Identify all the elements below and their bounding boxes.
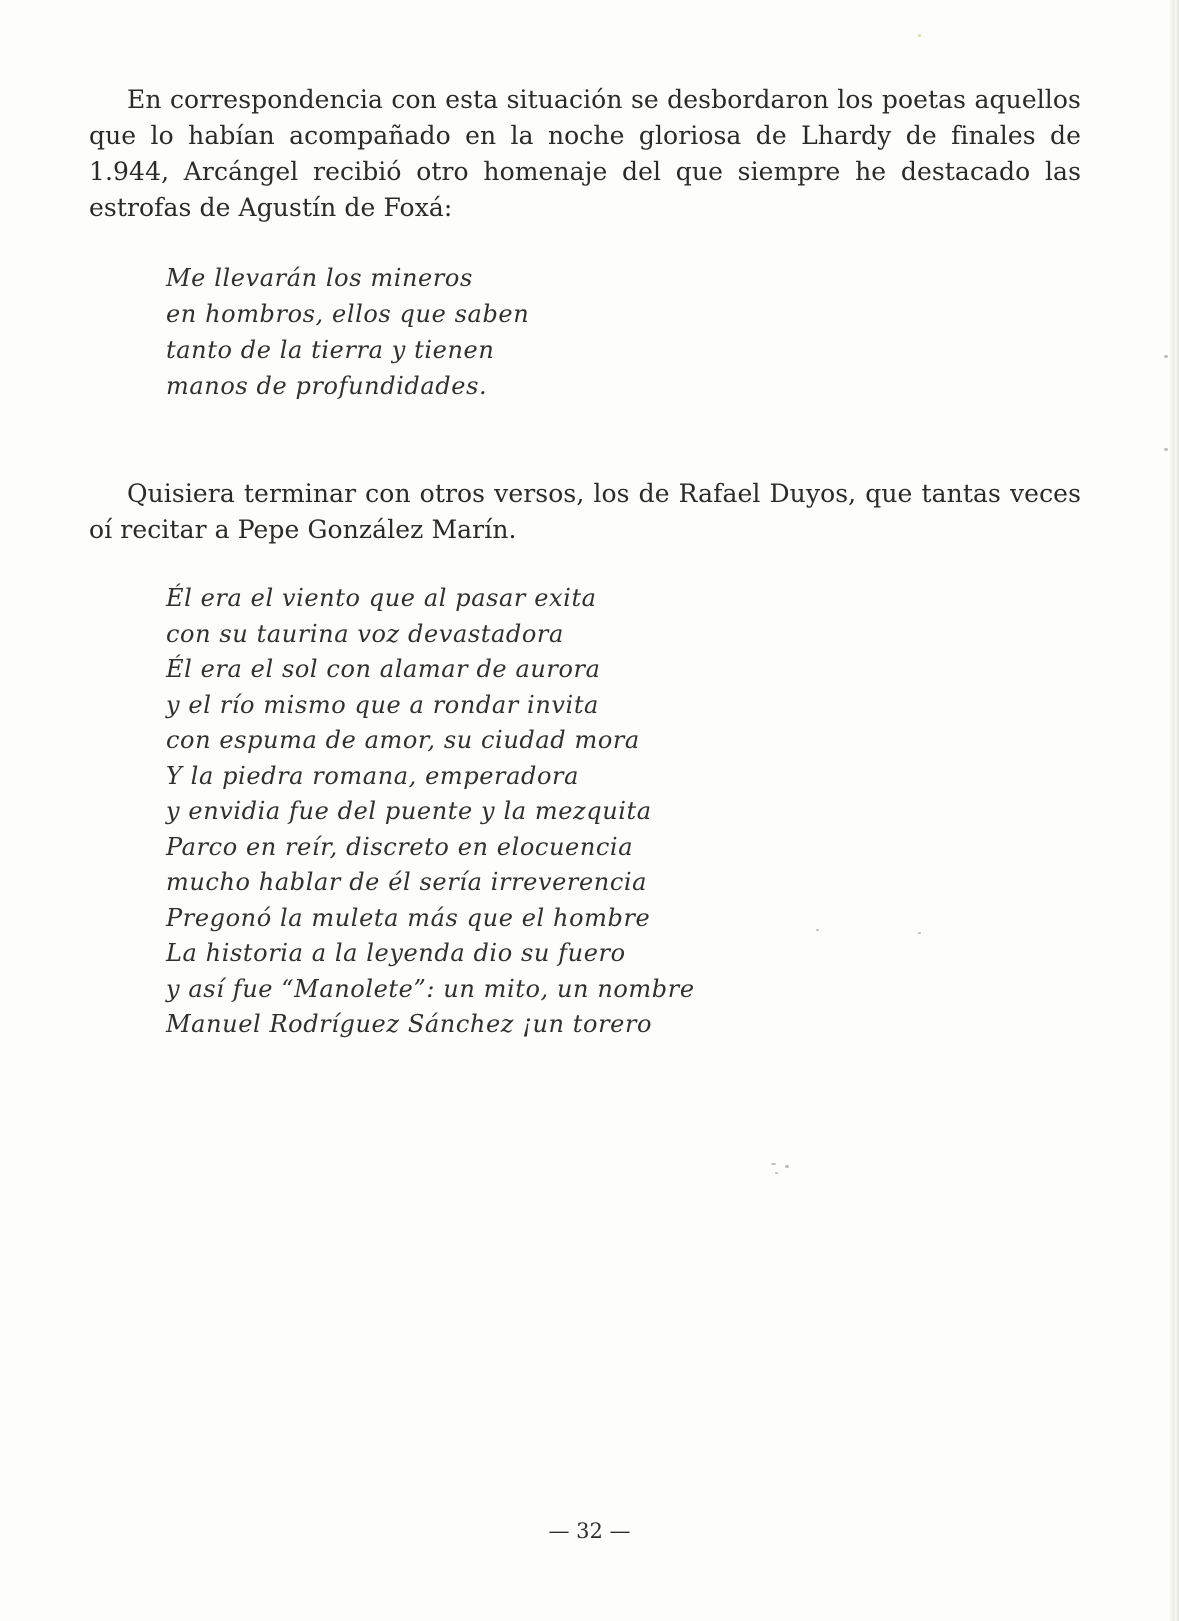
verse-line: Parco en reír, discreto en elocuencia [166, 832, 634, 861]
scan-speck [918, 34, 921, 37]
paragraph-closing: Quisiera terminar con otros versos, los de Rafael Duyos, que tantas veces oí recitar a Pepe González Marín. [89, 479, 1081, 544]
verse-line: tanto de la tierra y tienen [166, 336, 495, 364]
scan-speck [785, 1165, 789, 1168]
verse-line: y envidia fue del puente y la mezquita [166, 797, 652, 825]
verse-line: y así fue “Manolete”: un mito, un nombre [166, 974, 695, 1003]
scan-speck [771, 1163, 776, 1165]
poem-foxa [166, 260, 529, 404]
verse-line: Me llevarán los mineros [166, 264, 473, 292]
verse-line: La historia a la leyenda dio su fuero [166, 939, 626, 967]
scan-speck [918, 932, 921, 934]
verse-line: y el río mismo que a rondar invita [166, 690, 599, 719]
page-number: — 32 — [548, 1519, 631, 1543]
verse-line: Él era el sol con alamar de aurora [166, 655, 601, 683]
verse-line: Pregonó la muleta más que el hombre [166, 903, 651, 932]
verse-line: Él era el viento que al pasar exita [166, 584, 597, 612]
verse-line: Manuel Rodríguez Sánchez ¡un torero [166, 1010, 653, 1038]
verse-line: mucho hablar de él sería irreverencia [166, 868, 648, 896]
page-binding-edge [1169, 0, 1179, 1621]
verse-line: con espuma de amor, su ciudad mora [166, 726, 640, 754]
scan-speck [816, 929, 819, 931]
scan-speck [1164, 355, 1168, 358]
verse-line: en hombros, ellos que saben [166, 300, 530, 328]
verse-line: con su taurina voz devastadora [166, 619, 564, 648]
poem-duyos [166, 581, 695, 1043]
paragraph-intro: En correspondencia con esta situación se desbordaron los poetas aquellos que lo habían acompañado en la noche gloriosa de Lhardy de finales de 1.944, Arcángel recibió otro homenaje del que siempre he destacado las estrofas de Agustín de Foxá: [89, 85, 1081, 222]
scan-speck [775, 1172, 778, 1174]
verse-line: Y la piedra romana, emperadora [166, 761, 580, 790]
verse-line: manos de profundidades. [166, 372, 488, 400]
scan-speck [1164, 448, 1168, 451]
